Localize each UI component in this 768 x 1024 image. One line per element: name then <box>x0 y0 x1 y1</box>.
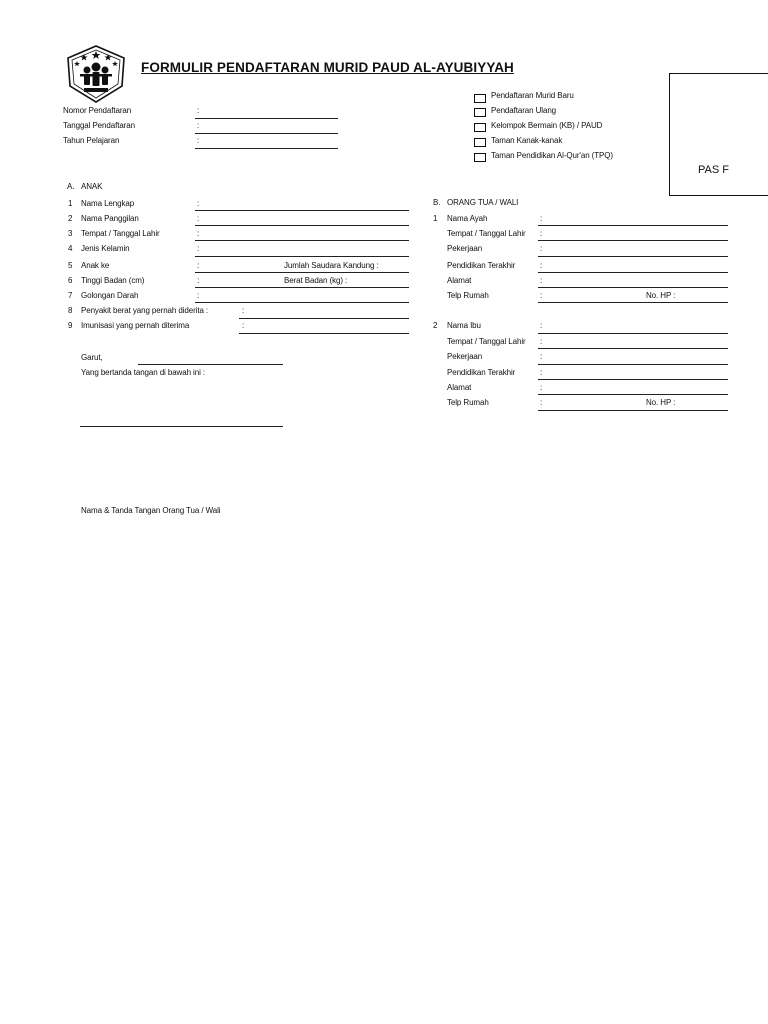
row-number: 4 <box>68 244 73 253</box>
label-anak-ke: Anak ke <box>81 261 110 270</box>
colon: : <box>242 306 245 315</box>
label-hp-ayah: No. HP : <box>646 291 676 300</box>
label-golongan-darah: Golongan Darah <box>81 291 139 300</box>
colon: : <box>540 337 543 346</box>
input-nama-ibu[interactable] <box>538 333 728 334</box>
label-nama-ibu: Nama Ibu <box>447 321 481 330</box>
label-pendidikan-ayah: Pendidikan Terakhir <box>447 261 516 270</box>
label-nama-panggilan: Nama Panggilan <box>81 214 139 223</box>
label-nomor-pendaftaran: Nomor Pendaftaran <box>63 106 132 115</box>
input-pekerjaan-ayah[interactable] <box>538 256 728 257</box>
label-alamat-ayah: Alamat <box>447 276 472 285</box>
input-penyakit-berat[interactable] <box>239 318 409 319</box>
label-nama-ayah: Nama Ayah <box>447 214 488 223</box>
colon: : <box>540 214 543 223</box>
input-ttl-ibu[interactable] <box>538 348 728 349</box>
section-b-letter: B. <box>433 198 441 207</box>
label-pendidikan-ibu: Pendidikan Terakhir <box>447 368 516 377</box>
input-anak-ke[interactable] <box>195 272 409 273</box>
colon: : <box>540 291 543 300</box>
form-title: FORMULIR PENDAFTARAN MURID PAUD AL-AYUBIYYAH <box>141 60 514 75</box>
input-imunisasi[interactable] <box>239 333 409 334</box>
row-number: 3 <box>68 229 73 238</box>
checkbox-murid-baru[interactable] <box>474 94 486 103</box>
option-murid-baru-label: Pendaftaran Murid Baru <box>491 91 574 100</box>
signature-place: Garut, <box>81 353 103 362</box>
input-signature-date[interactable] <box>138 364 283 365</box>
label-jenis-kelamin: Jenis Kelamin <box>81 244 130 253</box>
label-tempat-tanggal-lahir: Tempat / Tanggal Lahir <box>81 229 160 238</box>
colon: : <box>540 398 543 407</box>
input-nama-ayah[interactable] <box>538 225 728 226</box>
label-telp-ibu: Telp Rumah <box>447 398 489 407</box>
label-pekerjaan-ayah: Pekerjaan <box>447 244 483 253</box>
label-ttl-ibu: Tempat / Tanggal Lahir <box>447 337 526 346</box>
checkbox-pendaftaran-ulang[interactable] <box>474 108 486 117</box>
photo-label: PAS F <box>698 164 729 176</box>
colon: : <box>197 214 200 223</box>
row-number: 1 <box>68 199 73 208</box>
row-number: 7 <box>68 291 73 300</box>
input-pendidikan-ibu[interactable] <box>538 379 728 380</box>
colon: : <box>540 321 543 330</box>
option-kb-paud-label: Kelompok Bermain (KB) / PAUD <box>491 121 603 130</box>
label-nama-lengkap: Nama Lengkap <box>81 199 135 208</box>
input-alamat-ayah[interactable] <box>538 287 728 288</box>
row-number: 5 <box>68 261 73 270</box>
input-tempat-tanggal-lahir[interactable] <box>195 240 409 241</box>
colon: : <box>540 229 543 238</box>
label-imunisasi: Imunisasi yang pernah diterima <box>81 321 190 330</box>
colon: : <box>197 136 200 145</box>
colon: : <box>540 352 543 361</box>
photo-box <box>669 73 768 196</box>
colon: : <box>540 261 543 270</box>
input-jenis-kelamin[interactable] <box>195 256 409 257</box>
label-tinggi-badan: Tinggi Badan (cm) <box>81 276 145 285</box>
colon: : <box>242 321 245 330</box>
colon: : <box>197 199 200 208</box>
school-emblem-icon <box>64 44 128 104</box>
option-tk-label: Taman Kanak-kanak <box>491 136 563 145</box>
row-number: 1 <box>433 214 438 223</box>
row-number: 2 <box>433 321 438 330</box>
colon: : <box>197 261 200 270</box>
signature-caption: Nama & Tanda Tangan Orang Tua / Wali <box>81 506 221 515</box>
row-number: 8 <box>68 306 73 315</box>
input-telp-ayah[interactable] <box>538 302 728 303</box>
row-number: 9 <box>68 321 73 330</box>
input-nama-panggilan[interactable] <box>195 225 409 226</box>
label-jumlah-saudara: Jumlah Saudara Kandung : <box>284 261 379 270</box>
input-nama-lengkap[interactable] <box>195 210 409 211</box>
input-alamat-ibu[interactable] <box>538 394 728 395</box>
label-berat-badan: Berat Badan (kg) : <box>284 276 348 285</box>
checkbox-tk[interactable] <box>474 138 486 147</box>
label-tanggal-pendaftaran: Tanggal Pendaftaran <box>63 121 135 130</box>
row-number: 6 <box>68 276 73 285</box>
input-telp-ibu[interactable] <box>538 410 728 411</box>
colon: : <box>197 106 200 115</box>
colon: : <box>197 121 200 130</box>
signature-line[interactable] <box>80 426 283 427</box>
colon: : <box>540 276 543 285</box>
signature-statement: Yang bertanda tangan di bawah ini : <box>81 368 206 377</box>
label-penyakit-berat: Penyakit berat yang pernah diderita : <box>81 306 209 315</box>
colon: : <box>540 383 543 392</box>
option-tpq-label: Taman Pendidikan Al-Qur'an (TPQ) <box>491 151 613 160</box>
colon: : <box>540 244 543 253</box>
section-a-letter: A. <box>67 182 75 191</box>
input-pekerjaan-ibu[interactable] <box>538 364 728 365</box>
input-golongan-darah[interactable] <box>195 302 409 303</box>
colon: : <box>197 276 200 285</box>
section-a-title: ANAK <box>81 182 103 191</box>
input-nomor-pendaftaran[interactable] <box>195 118 338 119</box>
colon: : <box>197 244 200 253</box>
colon: : <box>540 368 543 377</box>
input-tahun-pelajaran[interactable] <box>195 148 338 149</box>
colon: : <box>197 291 200 300</box>
input-tanggal-pendaftaran[interactable] <box>195 133 338 134</box>
label-hp-ibu: No. HP : <box>646 398 676 407</box>
input-tinggi-badan[interactable] <box>195 287 409 288</box>
label-telp-ayah: Telp Rumah <box>447 291 489 300</box>
label-alamat-ibu: Alamat <box>447 383 472 392</box>
checkbox-kb-paud[interactable] <box>474 123 486 132</box>
input-ttl-ayah[interactable] <box>538 240 728 241</box>
option-pendaftaran-ulang-label: Pendaftaran Ulang <box>491 106 557 115</box>
label-pekerjaan-ibu: Pekerjaan <box>447 352 483 361</box>
input-pendidikan-ayah[interactable] <box>538 272 728 273</box>
section-b-title: ORANG TUA / WALI <box>447 198 519 207</box>
row-number: 2 <box>68 214 73 223</box>
checkbox-tpq[interactable] <box>474 153 486 162</box>
label-tahun-pelajaran: Tahun Pelajaran <box>63 136 120 145</box>
label-ttl-ayah: Tempat / Tanggal Lahir <box>447 229 526 238</box>
colon: : <box>197 229 200 238</box>
